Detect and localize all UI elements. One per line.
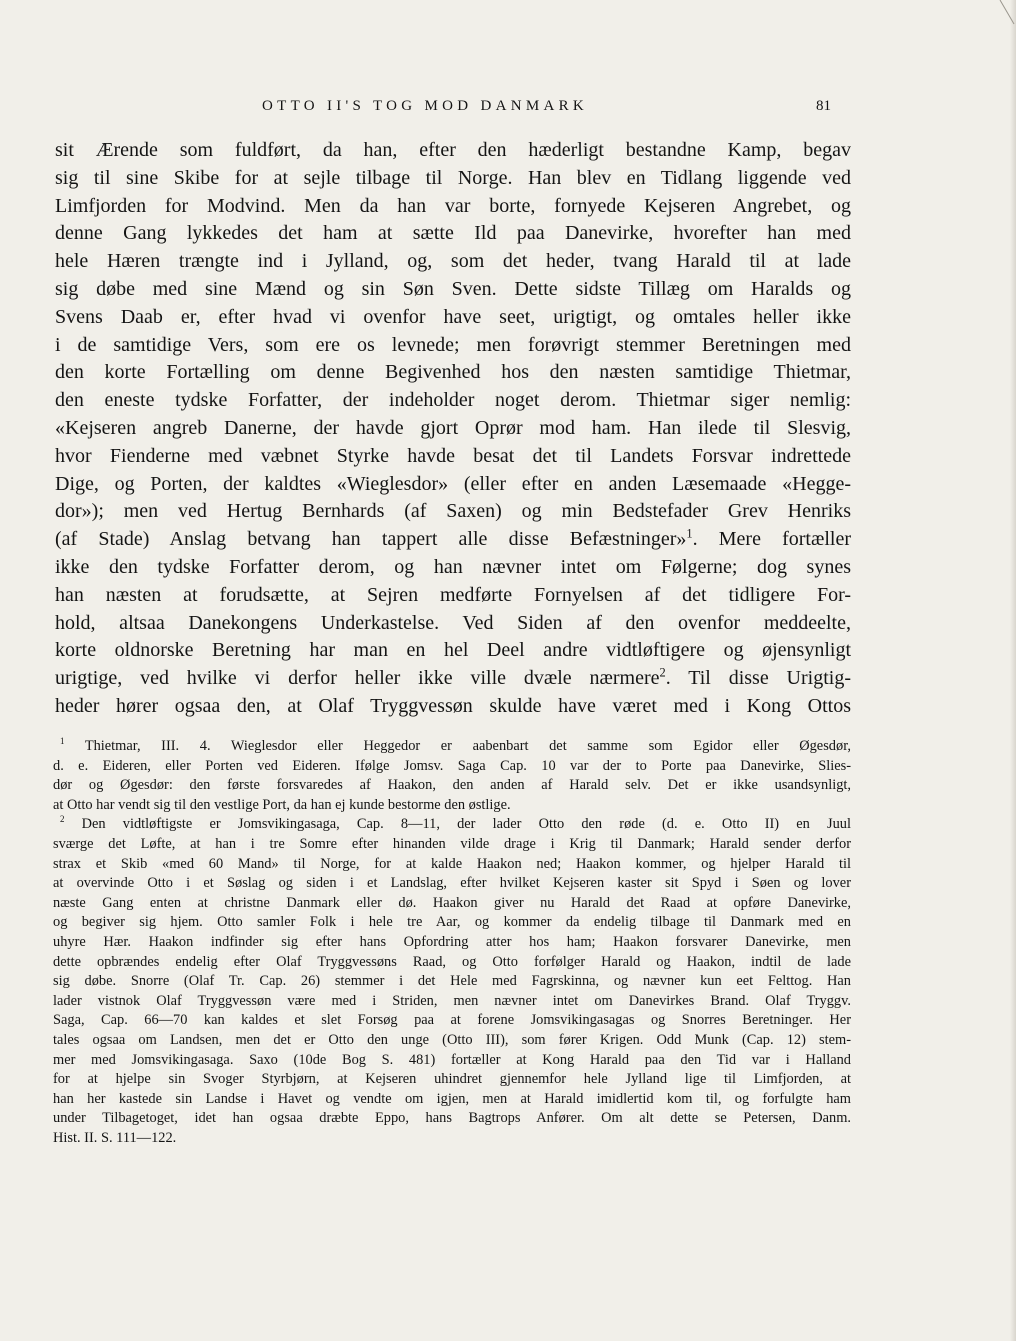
page-number: 81 — [816, 98, 831, 114]
body-line: sit Ærende som fuldført, da han, efter den hæderligt bestandne Kamp, begav — [55, 139, 851, 161]
body-line: Svens Daab er, efter hvad vi ovenfor have seet, urigtigt, og omtales heller ikke — [55, 305, 851, 328]
body-line: denne Gang lykkedes det ham at sætte Ild paa Danevirke, hvorefter han med — [55, 222, 851, 245]
body-line-with-ref — [55, 665, 851, 693]
footnote-1-marker: 1 — [60, 736, 65, 747]
body-line: han næsten at forudsætte, at Sejren medførte Fornyelsen af det tidligere For- — [55, 583, 851, 606]
body-line: heder hører ogsaa den, at Olaf Tryggvessøn skulde have været med i Kong Ottos — [55, 694, 851, 717]
body-line: dor»); men ved Hertug Bernhards (af Saxen) og min Bedstefader Grev Henriks — [55, 500, 851, 523]
running-head — [0, 96, 1016, 120]
footnote-2-line: næste Gang enten at christne Danmark eller dø. Haakon giver nu Harald det Raad at opføre Danevirke, — [53, 894, 851, 911]
body-line: i de samtidige Vers, som ere os levnede; men forøvrigt stemmer Beretningen med — [55, 333, 851, 356]
body-line-tail: . Mere fortæller — [692, 528, 851, 551]
footnote-ref-1: 1 — [686, 526, 693, 541]
running-title: OTTO II'S TOG MOD DANMARK — [262, 98, 589, 114]
footnote-2-line: strax et Skib «med 60 Mand» til Norge, for at kalde Haakon ned; Haakon kommer, og hjelper Harald til — [53, 855, 851, 872]
body-line: sig døbe med sine Mænd og sin Søn Sven. Dette sidste Tillæg om Haralds og — [55, 277, 851, 300]
footnote-2-line: tales ogsaa om Landsen, men det er Otto den unge (Otto III), som fører Krigen. Odd Munk (Cap. 12) stem- — [53, 1031, 851, 1048]
footnote-1-line: dør og Øgesdør: den første forsvaredes af Haakon, den anden af Harald selv. Det er ikke usandsynligt, — [53, 777, 851, 794]
footnote-ref-2: 2 — [659, 665, 666, 680]
footnote-2-line: dette opbrændes endelig efter Olaf Tryggvessøns Raad, og Otto forfølger Harald og Haakon, indtil de lade — [53, 953, 851, 970]
body-line: Dige, og Porten, der kaldtes «Wieglesdor» (eller efter en anden Læsemaade «Hegge- — [55, 472, 851, 495]
body-line: korte oldnorske Beretning har man en hel Deel andre vidtløftigere og øjensynligt — [55, 639, 851, 662]
footnote-1-line: d. e. Eideren, eller Porten ved Eideren. Ifølge Jomsv. Saga Cap. 10 var der to Porte paa Danevirke, Slies- — [53, 757, 851, 774]
footnote-1-line — [53, 737, 851, 757]
footnote-2-line: mer med Jomsvikingasaga. Saxo (10de Bog S. 481) fortæller at Kong Harald paa den Tid var i Halland — [53, 1051, 851, 1068]
body-line: ikke den tydske Forfatter derom, og han nævner intet om Følgerne; dog synes — [55, 555, 851, 578]
footnote-2-line: uhyre Hær. Haakon indfinder sig efter hans Opfordring atter hos ham; Haakon forsvarer Danevirke, men — [53, 933, 851, 950]
footnote-2-line: sig døbe. Snorre (Olaf Tr. Cap. 26) stemmer i det Hele med Fagrskinna, og nævner kun eet Felttog. Han — [53, 973, 851, 990]
footnote-2-line: Saga, Cap. 66—70 kan kaldes et slet Forsøg paa at forene Jomsvikingasagas og Snorres Beretninger. Her — [53, 1012, 851, 1029]
body-line: sig til sine Skibe for at sejle tilbage til Norge. Han blev en Tidlang liggende ved — [55, 166, 851, 189]
body-line: Limfjorden for Modvind. Men da han var borte, fornyede Kejseren Angrebet, og — [55, 194, 851, 217]
body-line: hele Hæren trængte ind i Jylland, og, som det heder, tvang Harald til at lade — [55, 250, 851, 273]
body-line: den eneste tydske Forfatter, der indeholder noget derom. Thietmar siger nemlig: — [55, 389, 851, 412]
footnote-1-line: at Otto har vendt sig til den vestlige Port, da han ej kunde bestorme den østlige. — [53, 796, 511, 813]
body-text — [55, 137, 851, 721]
footnote-2-marker: 2 — [60, 814, 65, 825]
page-edge-shadow — [1010, 0, 1016, 1341]
footnote-2-line: under Tilbagetoget, idet han ogsaa dræbte Eppo, hans Bagtrops Anfører. Om alt dette se Petersen, Danm. — [53, 1110, 851, 1127]
footnote-1-text: Thietmar, III. 4. Wieglesdor eller Heggedor er aabenbart det samme som Egidor eller Øgesdør, — [84, 738, 852, 754]
footnote-2-line: og begiver sig hjem. Otto samler Folk i hele tre Aar, og kommer da endelig tilbage til Danmark med en — [53, 914, 851, 931]
footnote-2-line — [53, 815, 851, 835]
footnote-2-line: lader vistnok Olaf Tryggvessøn være med i Striden, men nævner intet om Danevirkes Brand. Olaf Tryggv. — [53, 992, 851, 1009]
footnote-2-line: for at hjelpe sin Svoger Styrbjørn, at Kejseren uhindret gjennemfor hele Jylland lige til Limfjorden, at — [53, 1071, 851, 1088]
footnote-2-line: han her kastede sin Landse i Havet og vendte om igjen, men at Harald imidlertid kom til, og forfulgte ham — [53, 1090, 851, 1107]
body-line: hold, altsaa Danekongens Underkastelse. Ved Siden af den ovenfor meddeelte, — [55, 611, 851, 634]
footnote-2-line: sværge det Løfte, at han i tre Somre efter hinanden vilde drage i Krig til Danmark; Harald sender derfor — [53, 835, 851, 852]
footnote-2-line: at overvinde Otto i et Søslag og siden i et Landslag, efter hvilket Kejseren kaster sit Spyd i Søen og lover — [53, 875, 851, 892]
body-line: den korte Fortælling om denne Begivenhed hos den næsten samtidige Thietmar, — [55, 361, 851, 384]
footnote-2-text: Den vidtløftigste er Jomsvikingasaga, Cap. 8—11, der lader Otto den røde (d. e. Otto II) en Juul — [81, 816, 851, 833]
body-line: «Kejseren angreb Danerne, der havde gjort Oprør mod ham. Han ilede til Slesvig, — [55, 416, 851, 439]
page-corner-mark — [986, 0, 1016, 40]
footnotes — [53, 737, 851, 1148]
body-line-tail: . Til disse Urigtig- — [665, 667, 851, 690]
body-line: hvor Fienderne med væbnet Styrke havde besat det til Landets Forsvar indrettede — [55, 444, 851, 467]
body-line-with-ref — [55, 526, 851, 554]
body-line-text: urigtige, ved hvilke vi derfor heller ikke ville dvæle nærmere — [55, 667, 660, 690]
body-line-text: (af Stade) Anslag betvang han tappert alle disse Befæstninger» — [55, 528, 687, 551]
footnote-2-line: Hist. II. S. 111—122. — [53, 1129, 177, 1146]
